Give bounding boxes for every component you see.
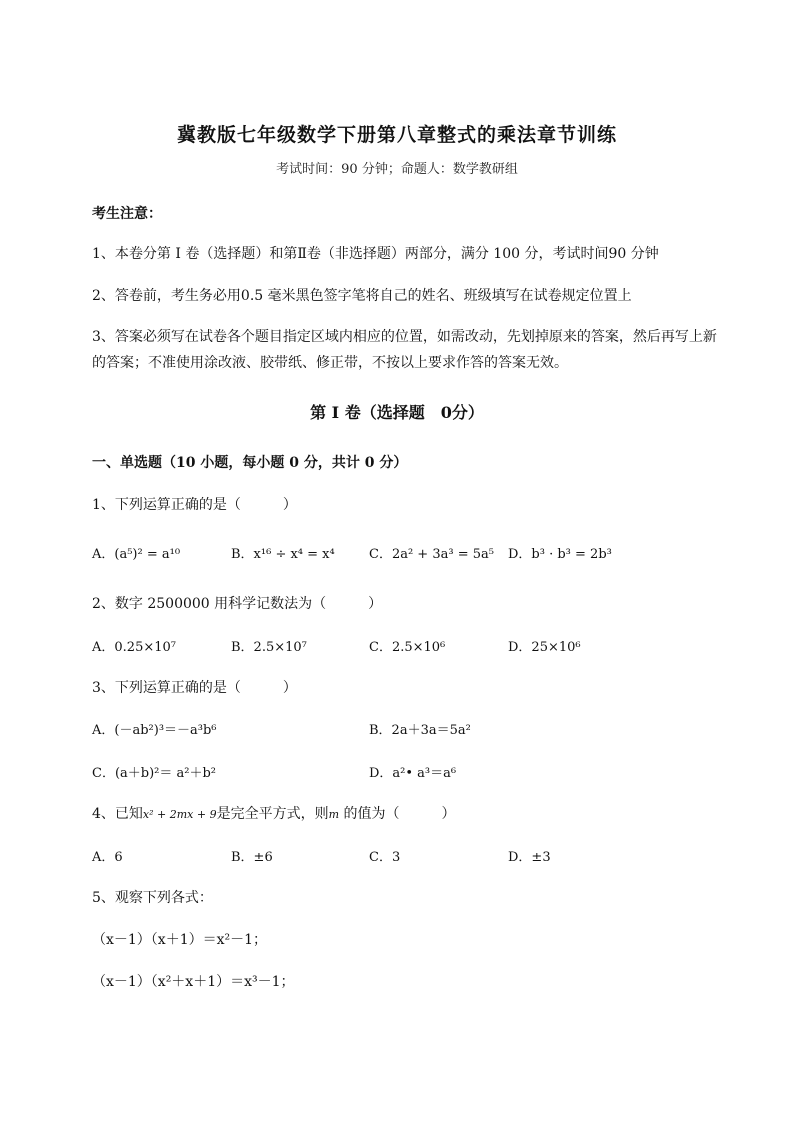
question-4-option-b: B．±6 xyxy=(231,850,273,865)
question-4-option-c: C．3 xyxy=(369,850,401,865)
question-4-stem-prefix: 4、已知 xyxy=(92,806,143,822)
question-5-line-2: （x－1）（x²＋x＋1）＝x³－1； xyxy=(92,974,295,990)
question-1-option-a: A．(a⁵)² = a¹⁰ xyxy=(92,547,181,562)
section-title: 第 I 卷（选择题 0分） xyxy=(310,403,484,422)
question-4-stem-suffix: 的值为（ ） xyxy=(339,806,456,822)
question-2-stem: 2、数字 2500000 用科学记数法为（ ） xyxy=(92,596,383,612)
question-4-stem-mid: 是完全平方式，则 xyxy=(216,806,329,822)
question-3-stem: 3、下列运算正确的是（ ） xyxy=(92,680,297,696)
question-1-option-c: C．2a² + 3a³ = 5a⁵ xyxy=(369,547,494,562)
question-3-option-b: B．2a＋3a＝5a² xyxy=(369,723,471,738)
question-4-option-a: A．6 xyxy=(92,850,123,865)
exam-subtitle: 考试时间：90 分钟；命题人：数学教研组 xyxy=(276,162,518,177)
question-3-option-a: A．(－ab²)³＝－a³b⁶ xyxy=(92,723,217,738)
notice-heading: 考生注意： xyxy=(92,206,162,222)
question-5-stem: 5、观察下列各式： xyxy=(92,890,213,906)
question-3-option-d: D．a²• a³＝a⁶ xyxy=(369,766,457,781)
question-2-option-c: C．2.5×10⁶ xyxy=(369,640,446,655)
question-1-stem: 1、下列运算正确的是（ ） xyxy=(92,497,297,513)
question-5-line-1: （x－1）（x＋1）＝x²－1； xyxy=(92,932,268,948)
notice-item-3-continued: 的答案；不准使用涂改液、胶带纸、修正带，不按以上要求作答的答案无效。 xyxy=(92,355,568,371)
question-2-option-b: B．2.5×10⁷ xyxy=(231,640,307,655)
question-4-option-d: D．±3 xyxy=(508,850,551,865)
part-title: 一、单选题（10 小题，每小题 0 分，共计 0 分） xyxy=(92,455,408,471)
notice-item-2: 2、答卷前，考生务必用0.5 毫米黑色签字笔将自己的姓名、班级填写在试卷规定位置上 xyxy=(92,288,632,304)
question-1-option-b: B．x¹⁶ ÷ x⁴ = x⁴ xyxy=(231,547,335,562)
notice-item-3: 3、答案必须写在试卷各个题目指定区域内相应的位置，如需改动，先划掉原来的答案，然后再写上新 xyxy=(92,329,717,345)
exam-title: 冀教版七年级数学下册第八章整式的乘法章节训练 xyxy=(176,124,617,146)
question-2-option-a: A．0.25×10⁷ xyxy=(92,640,176,655)
question-4-stem xyxy=(92,803,455,823)
question-2-option-d: D．25×10⁶ xyxy=(508,640,581,655)
notice-item-1: 1、本卷分第 I 卷（选择题）和第Ⅱ卷（非选择题）两部分，满分 100 分，考试时间90 分钟 xyxy=(92,246,659,262)
question-1-option-d: D．b³ · b³ = 2b³ xyxy=(508,547,612,562)
question-3-option-c: C．(a＋b)²＝ a²＋b² xyxy=(92,766,217,781)
question-4-expression: x² + 2mx + 9 xyxy=(142,808,217,821)
question-4-variable: m xyxy=(328,808,340,821)
